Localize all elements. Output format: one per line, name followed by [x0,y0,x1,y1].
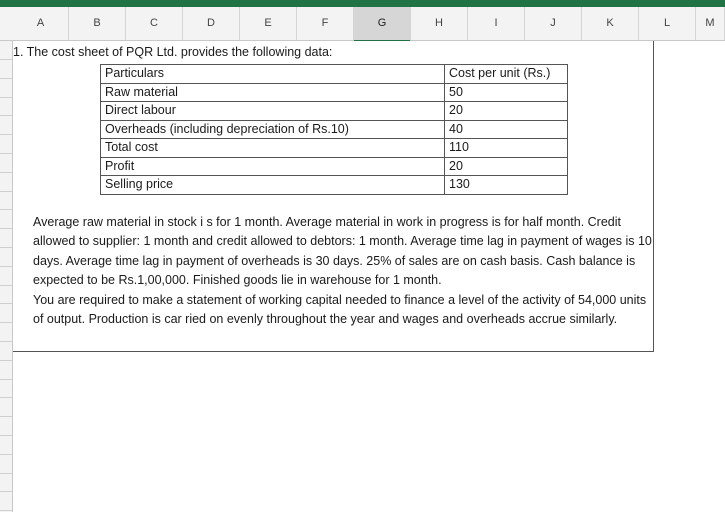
row-divider [0,397,12,398]
row-divider [0,510,12,511]
row-divider [0,97,12,98]
column-header-m[interactable]: M [696,7,725,40]
cost-cell: 110 [445,139,568,158]
table-header-row [101,65,568,84]
cost-cell: 40 [445,120,568,139]
column-header-f[interactable]: F [297,7,354,40]
row-divider [0,172,12,173]
cost-cell: 20 [445,102,568,121]
row-divider [0,491,12,492]
table-row [101,83,568,102]
row-divider [0,266,12,267]
row-divider [0,247,12,248]
cost-sheet-table [100,64,568,195]
column-header-b[interactable]: B [69,7,126,40]
row-divider [0,360,12,361]
cost-header: Cost per unit (Rs.) [445,65,568,84]
row-divider [0,228,12,229]
row-divider [0,303,12,304]
column-header-c[interactable]: C [126,7,183,40]
row-divider [0,416,12,417]
particular-cell: Direct labour [101,102,445,121]
particulars-header: Particulars [101,65,445,84]
column-header-d[interactable]: D [183,7,240,40]
row-divider [0,285,12,286]
row-header-strip[interactable] [0,41,13,512]
row-divider [0,59,12,60]
row-divider [0,322,12,323]
row-divider [0,435,12,436]
paragraph-requirement: You are required to make a statement of working capital needed to finance a level of the activity of 54,000 units of output. Production is car ried on evenly throughout the year and wages and overheads accrue similarly. [33,292,647,327]
row-divider [0,473,12,474]
particular-cell: Raw material [101,83,445,102]
question-paragraphs [33,213,653,329]
column-header-a[interactable]: A [13,7,69,40]
column-header-e[interactable]: E [240,7,297,40]
table-row [101,120,568,139]
particular-cell: Overheads (including depreciation of Rs.10) [101,120,445,139]
question-heading: 1. The cost sheet of PQR Ltd. provides the following data: [13,45,333,59]
table-row [101,139,568,158]
cost-cell: 50 [445,83,568,102]
particular-cell: Total cost [101,139,445,158]
row-divider [0,153,12,154]
column-header-bar [0,7,725,41]
row-divider [0,379,12,380]
column-header-h[interactable]: H [411,7,468,40]
particular-cell: Selling price [101,176,445,195]
worksheet-area[interactable] [13,41,725,512]
question-textbox[interactable] [13,41,654,352]
column-header-l[interactable]: L [639,7,696,40]
ribbon-accent-bar [0,0,725,7]
table-row [101,102,568,121]
row-divider [0,78,12,79]
row-divider [0,115,12,116]
column-header-i[interactable]: I [468,7,525,40]
paragraph-assumptions: Average raw material in stock i s for 1 month. Average material in work in progress is for half month. Credit allowed to supplier: 1 month and credit allowed to debtors: 1 month. Average time lag in payment of wages is 10 days. Average time lag in payment of overheads is 30 days. 25% of sales are on cash basis. Cash balance is expected to be Rs.1,00,000. Finished goods lie in warehouse for 1 month. [33,215,652,288]
column-header-g-selected[interactable]: G [354,7,411,43]
cost-cell: 20 [445,157,568,176]
row-divider [0,454,12,455]
particular-cell: Profit [101,157,445,176]
row-divider [0,209,12,210]
column-header-j[interactable]: J [525,7,582,40]
table-row [101,157,568,176]
row-divider [0,341,12,342]
row-divider [0,134,12,135]
column-header-k[interactable]: K [582,7,639,40]
row-divider [0,191,12,192]
cost-cell: 130 [445,176,568,195]
table-row [101,176,568,195]
